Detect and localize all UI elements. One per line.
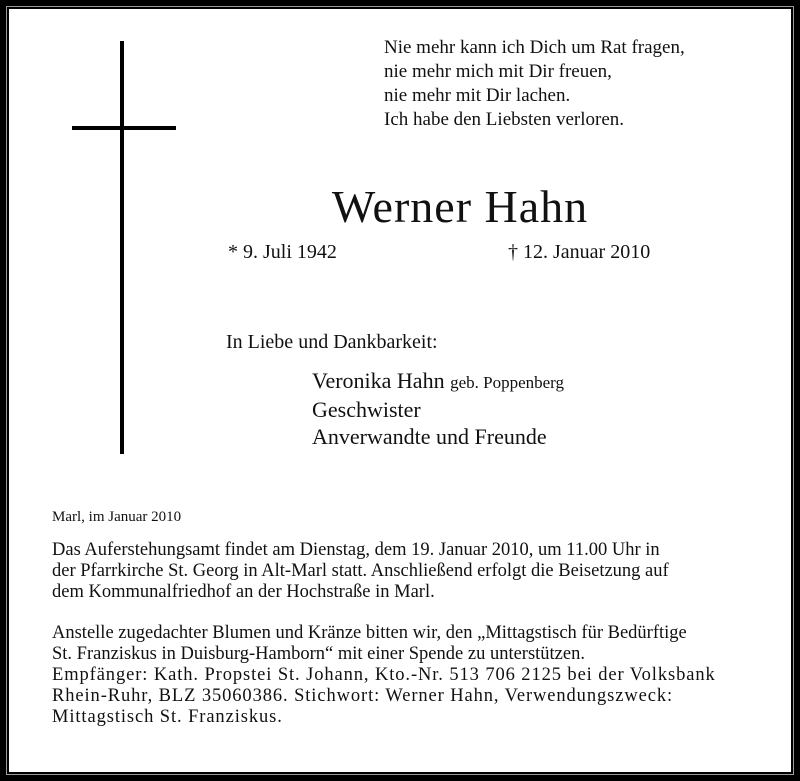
cross-vertical-bar	[120, 41, 124, 454]
death-date: † 12. Januar 2010	[508, 241, 651, 263]
poem-line: Ich habe den Liebsten verloren.	[384, 109, 625, 130]
poem-line: nie mehr mich mit Dir freuen,	[384, 61, 612, 82]
paragraph-line: Das Auferstehungsamt findet am Dienstag, dem 19. Januar 2010, um 11.00 Uhr in	[52, 540, 660, 560]
mourner-item	[312, 396, 564, 423]
paragraph-line: Empfänger: Kath. Propstei St. Johann, Kto.-Nr. 513 706 2125 bei der Volksbank	[52, 665, 716, 685]
paragraph-line: Anstelle zugedachter Blumen und Kränze bitten wir, den „Mittagstisch für Bedürftige	[52, 623, 687, 643]
donation-paragraph	[52, 623, 716, 728]
mourner-name: Veronika Hahn	[312, 368, 445, 393]
poem	[384, 36, 685, 132]
thanks-heading: In Liebe und Dankbarkeit:	[226, 331, 438, 353]
mourner-name: Geschwister	[312, 397, 421, 422]
paragraph-line: der Pfarrkirche St. Georg in Alt-Marl statt. Anschließend erfolgt die Beisetzung auf	[52, 561, 669, 581]
deceased-name: Werner Hahn	[331, 181, 589, 232]
poem-line: Nie mehr kann ich Dich um Rat fragen,	[384, 37, 685, 58]
paragraph-line: Rhein-Ruhr, BLZ 35060386. Stichwort: Werner Hahn, Verwendungszweck:	[52, 686, 674, 706]
obituary-notice	[10, 10, 790, 770]
mourners-list	[312, 367, 564, 450]
paragraph-line: Mittagstisch St. Franziskus.	[52, 707, 283, 727]
mourner-name: Anverwandte und Freunde	[312, 424, 547, 449]
mourner-item	[312, 367, 564, 396]
service-paragraph	[52, 540, 669, 603]
mourner-note: geb. Poppenberg	[450, 373, 565, 392]
mourner-item	[312, 423, 564, 450]
paragraph-line: dem Kommunalfriedhof an der Hochstraße in Marl.	[52, 582, 435, 602]
birth-date: * 9. Juli 1942	[228, 241, 337, 263]
cross-horizontal-bar	[72, 126, 176, 130]
place-date: Marl, im Januar 2010	[52, 509, 182, 525]
poem-line: nie mehr mit Dir lachen.	[384, 85, 571, 106]
paragraph-line: St. Franziskus in Duisburg-Hamborn“ mit einer Spende zu unterstützen.	[52, 644, 585, 664]
